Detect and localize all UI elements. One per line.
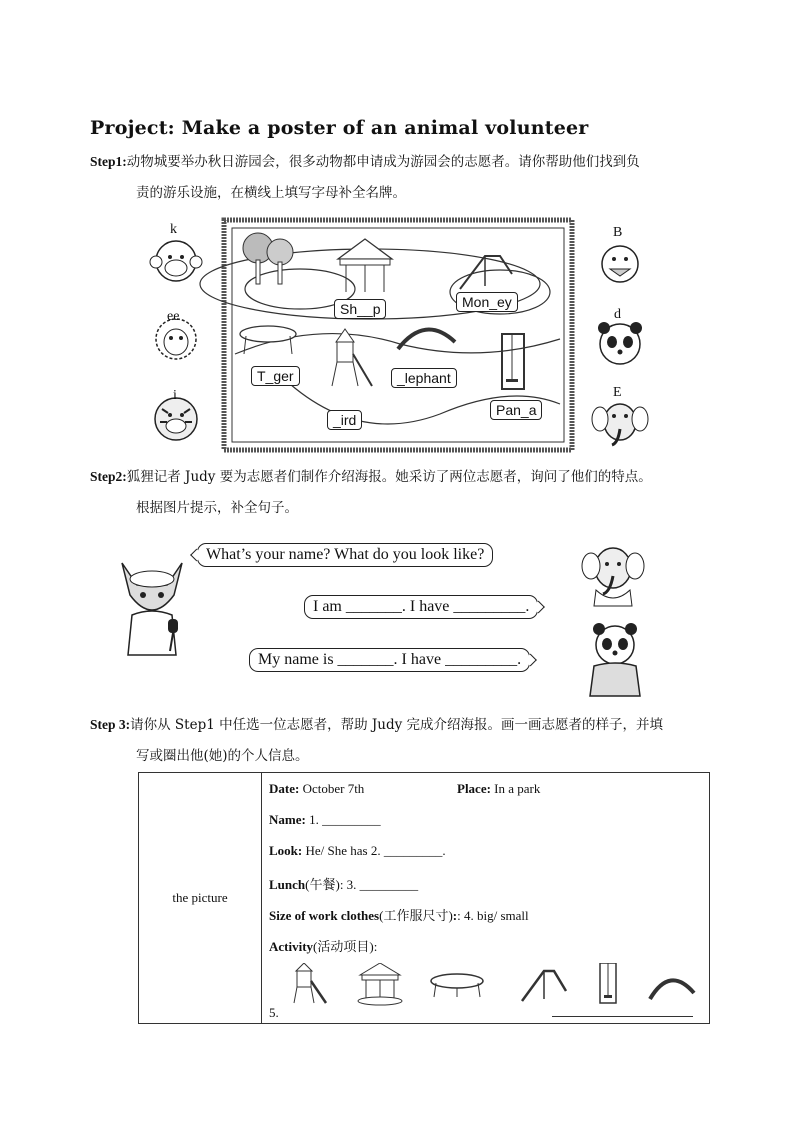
- letter-i: i: [173, 388, 177, 403]
- answer-bubble-elephant: I am _______. I have _________.: [304, 595, 538, 619]
- sheep-icon: [156, 319, 196, 359]
- elephant-icon: [578, 540, 648, 610]
- panda-icon: [598, 322, 642, 364]
- letter-d: d: [614, 307, 621, 322]
- elephant-icon: [592, 404, 648, 445]
- picture-label: the picture: [172, 890, 228, 905]
- info-cell: [262, 773, 710, 1024]
- letter-k: k: [170, 222, 177, 237]
- poster-table: [138, 772, 710, 1024]
- letter-ee: ee: [167, 309, 180, 324]
- name-row[interactable]: Name: 1. _________: [269, 812, 381, 827]
- letter-e: E: [613, 385, 622, 400]
- lunch-row[interactable]: Lunch(午餐): 3. _________: [269, 877, 419, 892]
- step2-instruction: Step2:狐狸记者 Judy 要为志愿者们制作介绍海报。她采访了两位志愿者，询问了他们的特点。: [90, 469, 652, 485]
- tower-slide-icon[interactable]: [294, 963, 326, 1003]
- sign-elephant: _lephant: [391, 368, 457, 388]
- fox-reporter-icon: [112, 555, 192, 660]
- date-row: Date: October 7th Place: In a park: [269, 781, 541, 796]
- sign-panda: Pan_a: [490, 400, 542, 420]
- sign-bird: _ird: [327, 410, 362, 430]
- sign-tiger: T_ger: [251, 366, 300, 386]
- step2-instruction-line2: 根据图片提示，补全句子。: [136, 500, 298, 516]
- activity-icons: [282, 963, 702, 1011]
- step3-label: Step 3:: [90, 717, 131, 732]
- monkey-icon: [150, 241, 202, 281]
- amusement-park-illustration: [140, 214, 660, 454]
- slide-icon[interactable]: [522, 971, 566, 1001]
- carousel-icon[interactable]: [358, 963, 402, 1005]
- page-title: Project: Make a poster of an animal volunteer: [90, 117, 589, 139]
- monkey-bars-icon[interactable]: [650, 980, 694, 999]
- step3-instruction: Step 3:请你从 Step1 中任选一位志愿者，帮助 Judy 完成介绍海报。画一画志愿者的样子，并填: [90, 717, 664, 733]
- step1-label: Step1:: [90, 154, 127, 169]
- activity-row: Activity(活动项目):: [269, 939, 378, 954]
- step1-instruction: Step1:动物城要举办秋日游园会，很多动物都申请成为游园会的志愿者。请你帮助他们找到负: [90, 154, 640, 170]
- question-bubble: What’s your name? What do you look like?: [197, 543, 493, 567]
- step3-instruction-line2: 写或圈出他(她)的个人信息。: [136, 748, 309, 764]
- place-field: Place: In a park: [457, 781, 541, 796]
- bird-icon: [602, 246, 638, 282]
- sign-monkey: Mon_ey: [456, 292, 518, 312]
- look-row[interactable]: Look: He/ She has 2. _________.: [269, 843, 446, 858]
- activity-answer-5: 5.: [269, 1005, 279, 1020]
- tiger-icon: [155, 398, 197, 440]
- size-row[interactable]: Size of work clothes(工作服尺寸):: 4. big/ small: [269, 908, 529, 923]
- activity-answer-line[interactable]: [552, 1016, 693, 1017]
- trampoline-icon[interactable]: [431, 974, 483, 997]
- panda-icon: [580, 620, 650, 700]
- picture-cell[interactable]: [139, 773, 262, 1024]
- step1-instruction-line2: 责的游乐设施，在横线上填写字母补全名牌。: [136, 185, 406, 201]
- answer-bubble-panda: My name is _______. I have _________.: [249, 648, 530, 672]
- letter-b: B: [613, 225, 623, 240]
- swing-icon[interactable]: [600, 963, 616, 1003]
- sign-sheep: Sh__p: [334, 299, 386, 319]
- step2-label: Step2:: [90, 469, 127, 484]
